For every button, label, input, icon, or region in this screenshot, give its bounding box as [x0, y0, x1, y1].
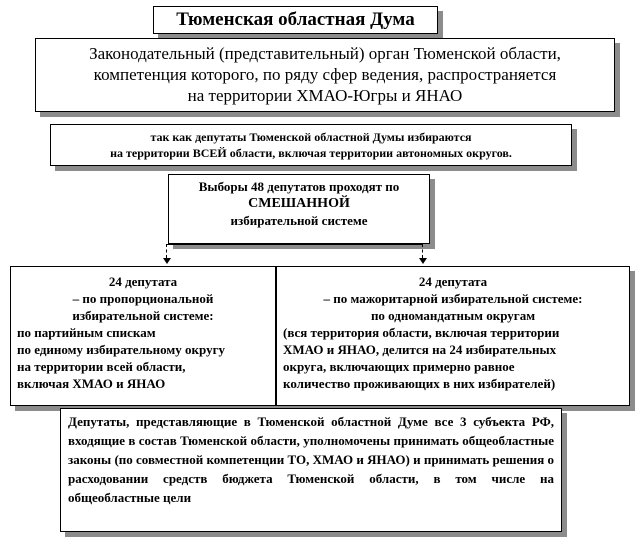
reason-line-1: так как депутаты Тюменской областной Думы избираются [150, 130, 472, 144]
title-text: Тюменская областная Дума [176, 9, 415, 30]
reason-box [50, 124, 572, 166]
majoritarian-line-3: (вся территория области, включая территории [283, 325, 560, 340]
definition-line-3: на территории ХМАО-Югры и ЯНАО [187, 86, 463, 105]
elections-line-2: СМЕШАННОЙ [248, 196, 350, 211]
powers-text: Депутаты, представляющие в Тюменской областной Думе все 3 субъекта РФ, входящие в состав Тюменской области, уполномочены принимать общеобластные законы (по совместной компетенции ТО, ХМАО и ЯНАО) и принимать решения о расходовании средств бюджета Тюменской области, в том числе на общеобластные цели [68, 414, 554, 505]
majoritarian-line-5: округа, включающих примерно равное [283, 359, 515, 374]
powers-box [60, 408, 562, 532]
connector-horizontal [166, 244, 423, 245]
proportional-count: 24 депутата [108, 274, 178, 289]
proportional-line-1: – по пропорциональной [72, 291, 214, 306]
proportional-box [10, 266, 276, 406]
proportional-line-3: по партийным спискам [17, 325, 156, 340]
majoritarian-line-2: по одномандатным округам [370, 308, 536, 323]
arrow-down-right-icon [419, 258, 427, 264]
majoritarian-line-1: – по мажоритарной избирательной системе: [323, 291, 583, 306]
proportional-line-2: избирательной системе: [72, 308, 214, 323]
definition-box [35, 38, 615, 112]
majoritarian-box [276, 266, 630, 406]
proportional-line-6: включая ХМАО и ЯНАО [17, 376, 166, 391]
elections-line-1: Выборы 48 депутатов проходят по [198, 179, 400, 194]
elections-box [168, 174, 430, 244]
majoritarian-line-6: количество проживающих в них избирателей) [283, 376, 556, 391]
arrow-down-left-icon [163, 258, 171, 264]
proportional-line-5: на территории всей области, [17, 359, 186, 374]
reason-line-2: на территории ВСЕЙ области, включая территории автономных округов. [110, 146, 512, 160]
proportional-line-4: по единому избирательному округу [17, 342, 225, 357]
definition-line-2: компетенция которого, по ряду сфер ведения, распространяется [93, 65, 557, 84]
majoritarian-line-4: ХМАО и ЯНАО, делится на 24 избирательных [283, 342, 557, 357]
connector-left-dashed [166, 244, 167, 258]
elections-line-3: избирательной системе [230, 213, 368, 228]
definition-line-1: Законодательный (представительный) орган Тюменской области, [89, 44, 561, 63]
majoritarian-count: 24 депутата [418, 274, 488, 289]
connector-right-dashed [422, 244, 423, 258]
title-box [153, 6, 438, 34]
